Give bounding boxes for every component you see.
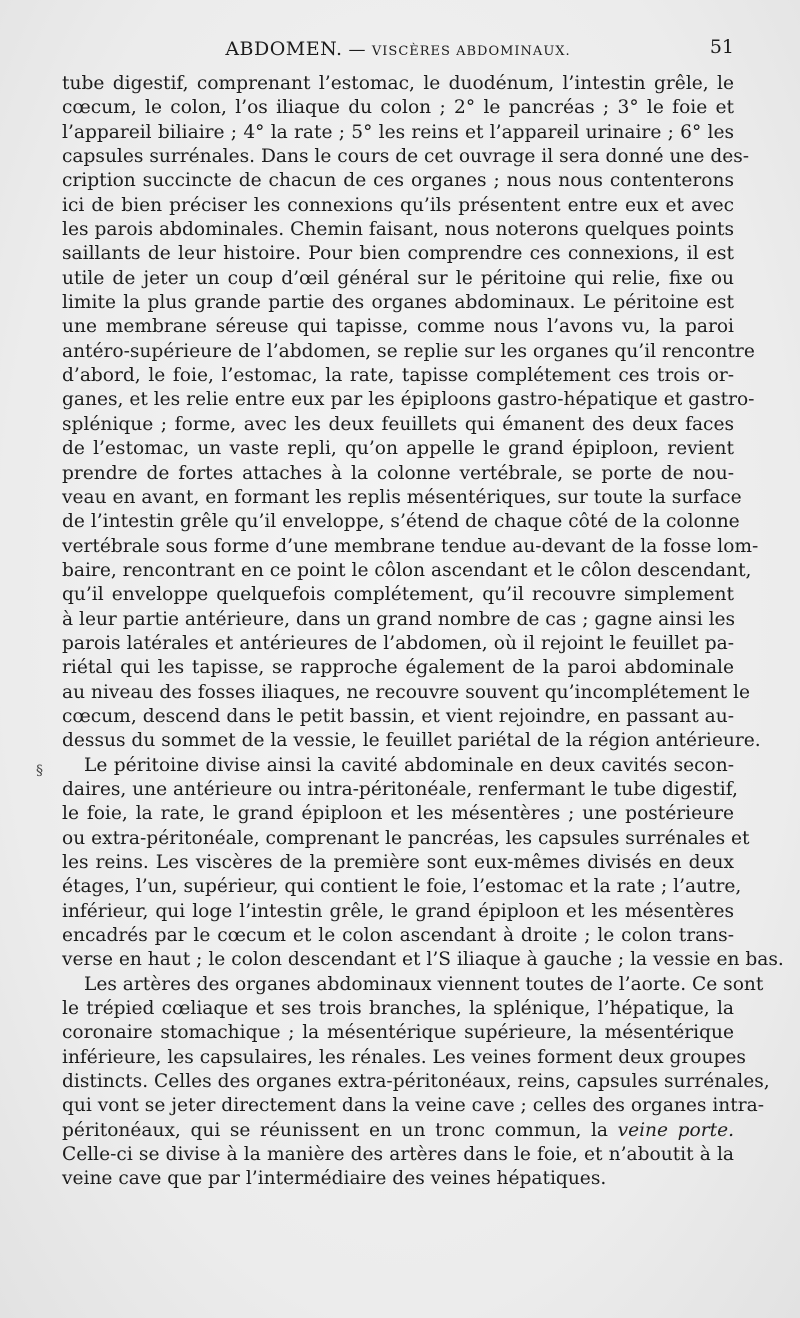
text-line: vertébrale sous forme d’une membrane tendue au-devant de la fosse lom-: [62, 535, 759, 557]
running-title: [62, 38, 734, 60]
text-line: cœcum, le colon, l’os iliaque du colon ; 2° le pancréas ; 3° le foie et: [62, 97, 734, 119]
text-line: le trépied cœliaque et ses trois branches, la splénique, l’hépatique, la: [62, 998, 734, 1020]
text-line: capsules surrénales. Dans le cours de cet ouvrage il sera donné une des-: [62, 146, 750, 168]
text-line: inférieure, les capsulaires, les rénales. Les veines forment deux groupes: [62, 1046, 746, 1068]
text-line: distincts. Celles des organes extra-péritonéaux, reins, capsules surrénales,: [62, 1071, 770, 1093]
text-line: ou extra-péritonéale, comprenant le pancréas, les capsules surrénales et: [62, 827, 750, 849]
text-line: ici de bien préciser les connexions qu’ils présentent entre eux et avec: [62, 194, 734, 216]
paragraph-start-line: Les artères des organes abdominaux viennent toutes de l’aorte. Ce sont: [84, 973, 764, 995]
text-line: encadrés par le cœcum et le colon ascendant à droite ; le colon trans-: [62, 925, 734, 947]
text-line: saillants de leur histoire. Pour bien comprendre ces connexions, il est: [62, 243, 734, 265]
text-line: limite la plus grande partie des organes abdominaux. Le péritoine est: [62, 292, 734, 314]
text-line: qu’il enveloppe quelquefois complétement, qu’il recouvre simplement: [62, 584, 734, 606]
body-text: [62, 72, 784, 1192]
running-title-subsection: VISCÈRES ABDOMINAUX.: [371, 44, 571, 59]
text-line: d’abord, le foie, l’estomac, la rate, tapisse complétement ces trois or-: [62, 365, 734, 387]
text-line: inférieur, qui loge l’intestin grêle, le grand épiploon et les mésentères: [62, 900, 734, 922]
running-head: [62, 34, 734, 64]
text-line: l’appareil biliaire ; 4° la rate ; 5° les reins et l’appareil urinaire ; 6° les: [62, 121, 734, 143]
text-line: les reins. Les viscères de la première sont eux-mêmes divisés en deux: [62, 852, 734, 873]
text-line: de l’estomac, un vaste repli, qu’on appelle le grand épiploon, revient: [62, 438, 734, 460]
text-line: antéro-supérieure de l’abdomen, se replie sur les organes qu’il rencontre: [62, 340, 755, 362]
text-line: splénique ; forme, avec les deux feuillets qui émanent des deux faces: [62, 413, 734, 435]
paragraph-start-line: Le péritoine divise ainsi la cavité abdominale en deux cavités secon-: [84, 754, 734, 776]
running-title-dash: —: [348, 40, 366, 60]
text-line: étages, l’un, supérieur, qui contient le foie, l’estomac et la rate ; l’autre,: [62, 876, 742, 898]
text-line: riétal qui les tapisse, se rapproche également de la paroi abdominale: [62, 657, 734, 679]
text-line: le foie, la rate, le grand épiploon et les mésentères ; une postérieure: [62, 803, 734, 825]
text-line: Celle-ci se divise à la manière des artères dans le foie, et n’aboutit à la: [62, 1144, 734, 1166]
text-line: une membrane séreuse qui tapisse, comme nous l’avons vu, la paroi: [62, 316, 734, 338]
running-title-section: ABDOMEN.: [225, 38, 343, 60]
text-line: parois latérales et antérieures de l’abdomen, où il rejoint le feuillet pa-: [62, 632, 734, 654]
text-line: baire, rencontrant en ce point le côlon ascendant et le côlon descendant,: [62, 559, 752, 581]
text-line: ganes, et les relie entre eux par les épiploons gastro-hépatique et gastro-: [62, 389, 755, 411]
text-line: à leur partie antérieure, dans un grand nombre de cas ; gagne ainsi les: [62, 608, 736, 630]
text-line: les parois abdominales. Chemin faisant, nous noterons quelques points: [62, 219, 734, 241]
text-line: qui vont se jeter directement dans la veine cave ; celles des organes intra-: [62, 1095, 764, 1117]
text-line: cœcum, descend dans le petit bassin, et vient rejoindre, en passant au-: [62, 705, 734, 727]
page-number: 51: [709, 36, 734, 58]
text-line: veau en avant, en formant les replis mésentériques, sur toute la surface: [62, 486, 742, 508]
emphasis-veine-porte: veine porte.: [617, 1119, 735, 1141]
text-line: prendre de fortes attaches à la colonne vertébrale, se porte de nou-: [62, 462, 734, 484]
paragraph-end-line: verse en haut ; le colon descendant et l’S iliaque à gauche ; la vessie en bas.: [62, 949, 784, 971]
text-line: de l’intestin grêle qu’il enveloppe, s’étend de chaque côté de la colonne: [62, 511, 740, 533]
text-line: tube digestif, comprenant l’estomac, le duodénum, l’intestin grêle, le: [62, 73, 734, 94]
text-line: au niveau des fosses iliaques, ne recouvre souvent qu’incomplétement le: [62, 681, 750, 703]
paragraph-end-line: veine cave que par l’intermédiaire des veines hépatiques.: [62, 1168, 607, 1190]
text-line: utile de jeter un coup d’œil général sur le péritoine qui relie, fixe ou: [62, 267, 734, 289]
text-line: coronaire stomachique ; la mésentérique supérieure, la mésentérique: [62, 1022, 734, 1044]
text-line: péritonéaux, qui se réunissent en un tronc commun, la veine porte.: [62, 1119, 735, 1141]
paragraph-end-line: dessus du sommet de la vessie, le feuillet pariétal de la région antérieure.: [62, 730, 761, 752]
margin-mark: §: [36, 763, 43, 779]
text-line: daires, une antérieure ou intra-péritonéale, renfermant le tube digestif,: [62, 778, 738, 800]
text-line: cription succincte de chacun de ces organes ; nous nous contenterons: [62, 170, 734, 192]
